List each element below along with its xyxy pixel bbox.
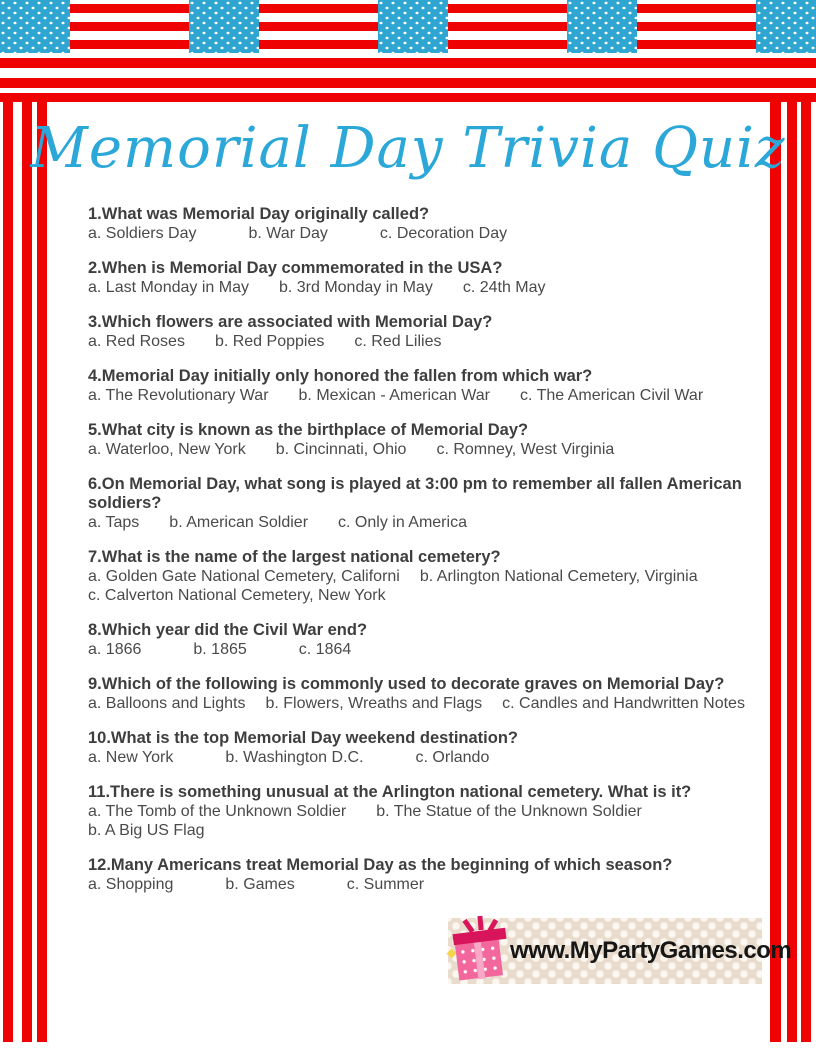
option-c: c. Only in America xyxy=(338,514,467,531)
answer-options xyxy=(88,640,756,659)
answer-options xyxy=(88,694,756,713)
option-a: a. Shopping xyxy=(88,876,174,893)
flag-canton-stars xyxy=(0,0,70,53)
answer-options xyxy=(88,332,756,351)
option-b: b. The Statue of the Unknown Soldier xyxy=(376,803,642,820)
question-text: 2.When is Memorial Day commemorated in the USA? xyxy=(88,259,503,277)
question-block-11 xyxy=(88,783,756,840)
question-block-5 xyxy=(88,421,756,459)
option-c: c. Calverton National Cemetery, New York xyxy=(88,587,386,604)
option-a: a. Balloons and Lights xyxy=(88,695,246,712)
option-c: c. Candles and Handwritten Notes xyxy=(502,695,745,712)
option-a: a. Soldiers Day xyxy=(88,225,197,242)
question-text: 5.What city is known as the birthplace of Memorial Day? xyxy=(88,421,529,439)
answer-options xyxy=(88,386,756,405)
option-c: c. 1864 xyxy=(298,641,352,658)
question-text: 6.On Memorial Day, what song is played at 3:00 pm to remember all fallen American soldiers? xyxy=(88,475,742,512)
stripe-border-left xyxy=(0,102,48,1042)
question-block-9 xyxy=(88,675,756,713)
option-b: b. Cincinnati, Ohio xyxy=(275,441,407,458)
question-block-3 xyxy=(88,313,756,351)
option-c: c. 24th May xyxy=(462,279,546,296)
option-b: b. American Soldier xyxy=(169,514,309,531)
option-b: b. 3rd Monday in May xyxy=(278,279,433,296)
stripe-border-top xyxy=(0,53,816,102)
answer-options xyxy=(88,875,756,894)
question-block-6 xyxy=(88,475,756,532)
mypartygames-logo xyxy=(448,918,792,984)
question-text: 4.Memorial Day initially only honored the fallen from which war? xyxy=(88,367,593,385)
option-a: a. The Revolutionary War xyxy=(88,387,269,404)
option-c: c. Orlando xyxy=(415,749,490,766)
option-b: b. Flowers, Wreaths and Flags xyxy=(265,695,483,712)
gift-icon xyxy=(448,918,510,984)
flag-canton-stars xyxy=(567,0,637,53)
quiz-content xyxy=(88,205,756,910)
page-title: Memorial Day Trivia Quiz xyxy=(30,116,786,181)
question-block-1 xyxy=(88,205,756,243)
option-b: b. Red Poppies xyxy=(214,333,325,350)
flag-canton-stars xyxy=(378,0,448,53)
option-c: c. Romney, West Virginia xyxy=(436,441,615,458)
option-a: a. New York xyxy=(88,749,174,766)
question-block-8 xyxy=(88,621,756,659)
option-a: a. Last Monday in May xyxy=(88,279,249,296)
answer-options xyxy=(88,567,756,586)
option-b: b. Mexican - American War xyxy=(298,387,490,404)
question-text: 3.Which flowers are associated with Memorial Day? xyxy=(88,313,493,331)
answer-options-line2 xyxy=(88,586,756,605)
question-block-10 xyxy=(88,729,756,767)
question-text: 11.There is something unusual at the Arlington national cemetery. What is it? xyxy=(88,783,692,801)
option-c: c. Decoration Day xyxy=(379,225,508,242)
answer-options xyxy=(88,278,756,297)
answer-options-line2 xyxy=(88,821,756,840)
option-b: b. Washington D.C. xyxy=(225,749,364,766)
ribbon-ray xyxy=(477,916,483,930)
answer-options xyxy=(88,802,756,821)
website-url: www.MyPartyGames.com xyxy=(510,937,792,964)
question-text: 9.Which of the following is commonly used to decorate graves on Memorial Day? xyxy=(88,675,725,693)
option-b: b. War Day xyxy=(248,225,328,242)
option-a: a. Golden Gate National Cemetery, Californi xyxy=(88,568,400,585)
option-c: c. Red Lilies xyxy=(354,333,442,350)
flag-canton-stars xyxy=(189,0,259,53)
option-a: a. Red Roses xyxy=(88,333,185,350)
question-block-4 xyxy=(88,367,756,405)
question-block-2 xyxy=(88,259,756,297)
question-block-7 xyxy=(88,548,756,605)
option-a: a. Waterloo, New York xyxy=(88,441,246,458)
flag-canton-stars xyxy=(756,0,816,53)
answer-options xyxy=(88,513,756,532)
question-text: 12.Many Americans treat Memorial Day as the beginning of which season? xyxy=(88,856,673,874)
question-text: 7.What is the name of the largest national cemetery? xyxy=(88,548,501,566)
answer-options xyxy=(88,440,756,459)
option-b: b. Arlington National Cemetery, Virginia xyxy=(419,568,698,585)
stripe-border-right xyxy=(768,102,816,1042)
option-c: c. The American Civil War xyxy=(520,387,704,404)
option-c: c. Summer xyxy=(346,876,425,893)
question-block-12 xyxy=(88,856,756,894)
flag-border-top xyxy=(0,0,816,53)
question-text: 8.Which year did the Civil War end? xyxy=(88,621,368,639)
option-b: b. 1865 xyxy=(193,641,247,658)
option-a: a. Taps xyxy=(88,514,140,531)
question-text: 10.What is the top Memorial Day weekend destination? xyxy=(88,729,518,747)
option-a: a. The Tomb of the Unknown Soldier xyxy=(88,803,347,820)
question-text: 1.What was Memorial Day originally called? xyxy=(88,205,430,223)
answer-options xyxy=(88,224,756,243)
option-b2: b. A Big US Flag xyxy=(88,822,205,839)
option-a: a. 1866 xyxy=(88,641,142,658)
option-b: b. Games xyxy=(225,876,295,893)
answer-options xyxy=(88,748,756,767)
